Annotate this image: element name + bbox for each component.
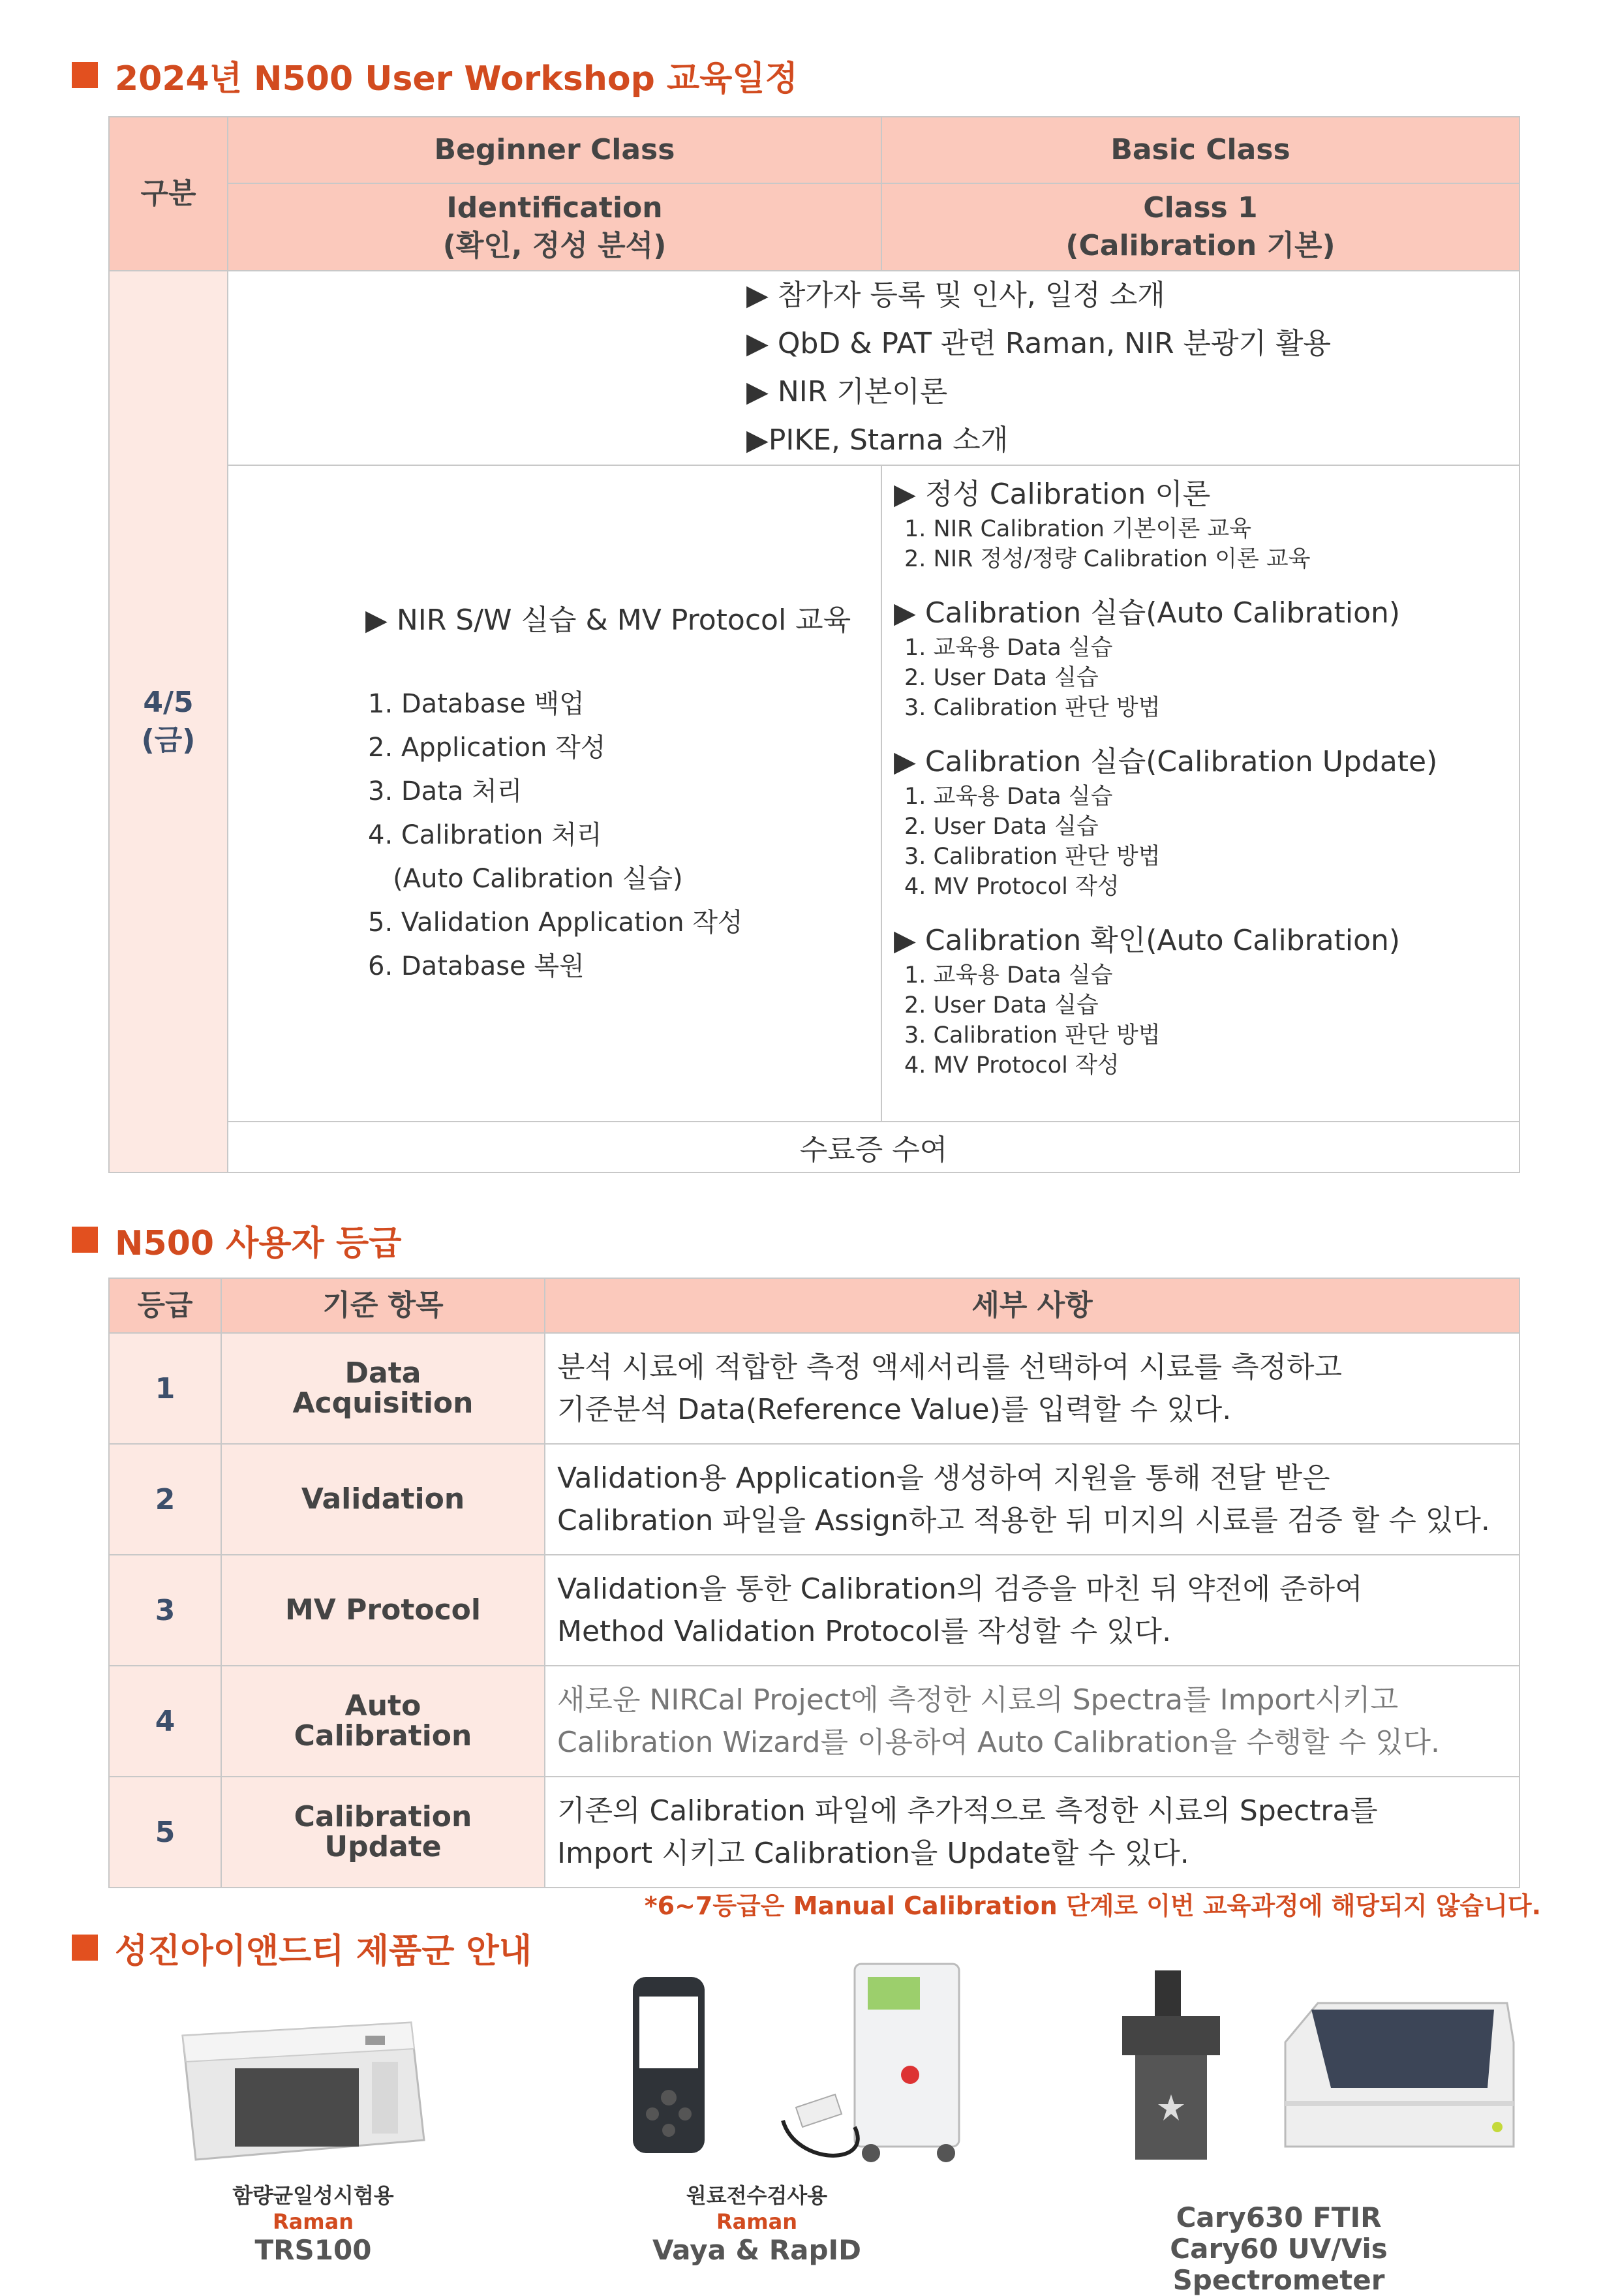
date-cell: 4/5 (금) xyxy=(109,271,228,1172)
cary630-image xyxy=(1096,1964,1246,2173)
common-item: ▶ NIR 기본이론 xyxy=(746,375,948,408)
basic-program xyxy=(881,465,1519,1122)
grade-detail-line: Import 시키고 Calibration을 Update할 수 있다. xyxy=(557,1837,1189,1870)
grade-criteria-line: Calibration xyxy=(294,1800,472,1833)
grade-detail xyxy=(545,1666,1519,1777)
grade-rank: 3 xyxy=(109,1555,221,1666)
trs100-image xyxy=(163,2010,437,2173)
header-basic-sub: Class 1 (Calibration 기본) xyxy=(881,183,1519,271)
basic-block-item: 3. Calibration 판단 방법 xyxy=(904,695,1161,721)
common-program xyxy=(228,271,1519,465)
grade-row xyxy=(109,1333,1519,1444)
grade-detail xyxy=(545,1333,1519,1444)
basic-block-item: 1. NIR Calibration 기본이론 교육 xyxy=(904,516,1252,542)
header-beginner: Beginner Class xyxy=(228,117,881,183)
grade-rank: 4 xyxy=(109,1666,221,1777)
section-title-grades: N500 사용자 등급 xyxy=(72,1217,401,1263)
common-item: ▶ 참가자 등록 및 인사, 일정 소개 xyxy=(746,279,1165,312)
bullet-square-icon xyxy=(72,1227,98,1253)
grade-row xyxy=(109,1777,1519,1888)
grades-header-criteria: 기준 항목 xyxy=(221,1278,545,1333)
grade-row xyxy=(109,1555,1519,1666)
grade-row xyxy=(109,1666,1519,1777)
header-basic: Basic Class xyxy=(881,117,1519,183)
cary60-image xyxy=(1272,1990,1527,2160)
basic-block xyxy=(894,475,1519,574)
common-item: ▶ QbD & PAT 관련 Raman, NIR 분광기 활용 xyxy=(746,327,1332,360)
grade-criteria xyxy=(221,1777,545,1888)
common-list xyxy=(746,271,1519,465)
grades-note: *6~7등급은 Manual Calibration 단계로 이번 교육과정에 해당되지 않습니다. xyxy=(644,1891,1541,1920)
grade-criteria xyxy=(221,1333,545,1444)
basic-block-item: 1. 교육용 Data 실습 xyxy=(904,962,1113,988)
basic-block-item: 2. NIR 정성/정량 Calibration 이론 교육 xyxy=(904,546,1311,572)
product-vaya-rapid: 원료전수검사용 Raman Vaya & RapID xyxy=(652,2183,862,2266)
grade-detail xyxy=(545,1555,1519,1666)
beginner-item: 1. Database 백업 xyxy=(368,689,585,719)
grade-rank: 1 xyxy=(109,1333,221,1444)
bullet-square-icon xyxy=(72,1935,98,1961)
beginner-item: 5. Validation Application 작성 xyxy=(368,908,743,938)
grades-header-rank: 등급 xyxy=(109,1278,221,1333)
basic-block-title: ▶ Calibration 확인(Auto Calibration) xyxy=(894,924,1401,957)
grade-criteria-line: MV Protocol xyxy=(285,1593,481,1627)
basic-block-item: 4. MV Protocol 작성 xyxy=(904,874,1120,900)
basic-block-title: ▶ Calibration 실습(Auto Calibration) xyxy=(894,596,1401,630)
section-title-schedule: 2024년 N500 User Workshop 교육일정 xyxy=(72,52,798,98)
beginner-item: 6. Database 복원 xyxy=(368,951,585,981)
beginner-program xyxy=(228,465,881,1122)
basic-blocks xyxy=(894,475,1519,1080)
beginner-item: 2. Application 작성 xyxy=(368,733,606,763)
beginner-item: 4. Calibration 처리 xyxy=(368,820,602,850)
header-beginner-sub: Identification (확인, 정성 분석) xyxy=(228,183,881,271)
product-trs100: 함량균일성시험용 Raman TRS100 xyxy=(232,2183,394,2266)
basic-block xyxy=(894,594,1519,723)
basic-block-item: 3. Calibration 판단 방법 xyxy=(904,1022,1161,1049)
basic-block xyxy=(894,742,1519,902)
basic-block-item: 2. User Data 실습 xyxy=(904,665,1099,691)
beginner-title: ▶ NIR S/W 실습 & MV Protocol 교육 xyxy=(365,604,851,637)
beginner-item: (Auto Calibration 실습) xyxy=(368,864,683,894)
grade-rank: 5 xyxy=(109,1777,221,1888)
grade-detail-line: 기존의 Calibration 파일에 추가적으로 측정한 시료의 Spectra를 xyxy=(557,1794,1378,1828)
beginner-list xyxy=(368,682,881,988)
grade-criteria-line: Calibration xyxy=(294,1719,472,1753)
grade-detail-line: 새로운 NIRCal Project에 측정한 시료의 Spectra를 Import시키고 xyxy=(557,1683,1399,1717)
grade-criteria-line: Acquisition xyxy=(292,1386,474,1420)
basic-block-item: 2. User Data 실습 xyxy=(904,992,1099,1018)
grade-row xyxy=(109,1444,1519,1555)
grades-header-detail: 세부 사항 xyxy=(545,1278,1519,1333)
rapid-image xyxy=(757,1951,972,2173)
grade-detail-line: Calibration 파일을 Assign하고 적용한 뒤 미지의 시료를 검증 할 수 있다. xyxy=(557,1504,1490,1537)
section-title-products: 성진아이앤드티 제품군 안내 xyxy=(72,1925,532,1970)
grade-criteria-line: Validation xyxy=(301,1482,465,1516)
basic-block-item: 4. MV Protocol 작성 xyxy=(904,1052,1120,1079)
vaya-image xyxy=(620,1970,711,2160)
grades-table xyxy=(108,1278,1520,1888)
grade-rank: 2 xyxy=(109,1444,221,1555)
grade-criteria xyxy=(221,1666,545,1777)
basic-block xyxy=(894,921,1519,1080)
grade-criteria-line: Data xyxy=(344,1356,421,1390)
grade-detail xyxy=(545,1444,1519,1555)
beginner-item: 3. Data 처리 xyxy=(368,776,523,806)
grade-criteria xyxy=(221,1555,545,1666)
basic-block-item: 2. User Data 실습 xyxy=(904,814,1099,840)
basic-block-title: ▶ 정성 Calibration 이론 xyxy=(894,478,1211,511)
grade-detail xyxy=(545,1777,1519,1888)
basic-block-item: 1. 교육용 Data 실습 xyxy=(904,635,1113,661)
grade-criteria xyxy=(221,1444,545,1555)
grade-detail-line: Calibration Wizard를 이용하여 Auto Calibration을 수행할 수 있다. xyxy=(557,1726,1440,1759)
header-category: 구분 xyxy=(109,117,228,271)
bullet-square-icon xyxy=(72,62,98,88)
basic-block-item: 1. 교육용 Data 실습 xyxy=(904,784,1113,810)
grade-detail-line: Validation용 Application을 생성하여 지원을 통해 전달 받은 xyxy=(557,1462,1330,1495)
certificate-row: 수료증 수여 xyxy=(228,1122,1519,1172)
basic-block-item: 3. Calibration 판단 방법 xyxy=(904,844,1161,870)
grade-criteria-line: Update xyxy=(324,1830,442,1863)
common-item: ▶PIKE, Starna 소개 xyxy=(746,423,1009,457)
grade-detail-line: Method Validation Protocol를 작성할 수 있다. xyxy=(557,1615,1172,1648)
grade-detail-line: 기준분석 Data(Reference Value)를 입력할 수 있다. xyxy=(557,1393,1232,1426)
grade-detail-line: 분석 시료에 적합한 측정 액세서리를 선택하여 시료를 측정하고 xyxy=(557,1351,1343,1384)
grade-detail-line: Validation을 통한 Calibration의 검증을 마친 뒤 약전에 준하여 xyxy=(557,1572,1363,1606)
basic-block-title: ▶ Calibration 실습(Calibration Update) xyxy=(894,745,1438,778)
schedule-table xyxy=(108,116,1520,1173)
product-cary: Cary630 FTIR Cary60 UV/Vis Spectrometer xyxy=(1170,2201,1388,2296)
grade-criteria-line: Auto xyxy=(344,1689,421,1722)
